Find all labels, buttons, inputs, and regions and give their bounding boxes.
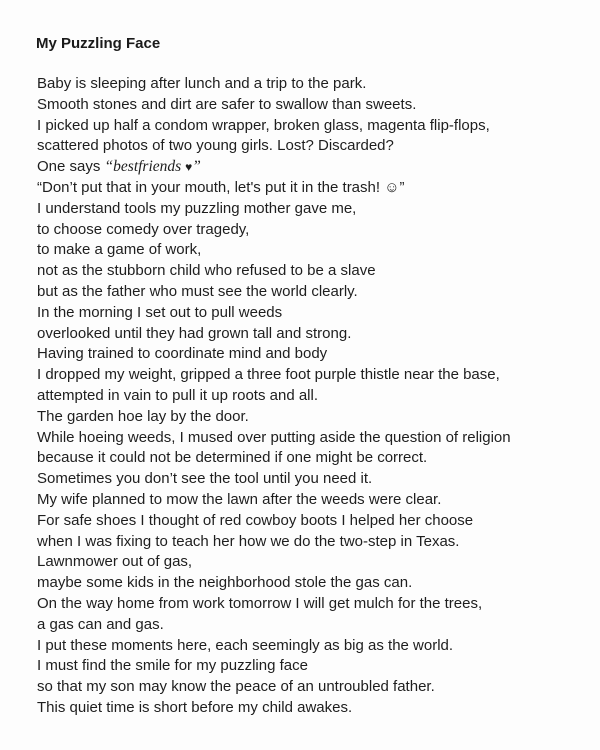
poem-line: scattered photos of two young girls. Lost? Discarded? xyxy=(37,137,394,155)
poem-line: to make a game of work, xyxy=(37,241,202,259)
poem-line: The garden hoe lay by the door. xyxy=(37,407,249,425)
heart-icon: ♥ xyxy=(185,160,193,175)
bestfriends-text: “bestfriends xyxy=(104,158,186,176)
poem-line: My wife planned to mow the lawn after the weeds were clear. xyxy=(37,490,442,508)
poem-line: but as the father who must see the world clearly. xyxy=(37,282,358,300)
bestfriends-quote xyxy=(105,158,201,175)
poem-title: My Puzzling Face xyxy=(36,35,161,52)
poem-line: a gas can and gas. xyxy=(37,615,164,633)
poem-line: attempted in vain to pull it up roots and all. xyxy=(37,386,319,404)
poem-line: Having trained to coordinate mind and body xyxy=(37,345,328,363)
poem-line: Sometimes you don’t see the tool until you need it. xyxy=(37,470,373,488)
poem-line: I dropped my weight, gripped a three foot purple thistle near the base, xyxy=(37,366,500,384)
poem-line: to choose comedy over tragedy, xyxy=(37,220,250,238)
poem-line: because it could not be determined if one might be correct. xyxy=(37,449,428,467)
line-prefix: One says xyxy=(37,158,105,176)
poem-line: On the way home from work tomorrow I will get mulch for the trees, xyxy=(37,594,483,612)
poem-line: so that my son may know the peace of an untroubled father. xyxy=(37,678,435,696)
poem-line: Smooth stones and dirt are safer to swallow than sweets. xyxy=(37,95,417,113)
poem-line: While hoeing weeds, I mused over putting aside the question of religion xyxy=(37,428,511,446)
poem-line: I picked up half a condom wrapper, broken glass, magenta flip-flops, xyxy=(37,116,490,134)
poem-body xyxy=(37,74,597,719)
poem-line: I put these moments here, each seemingly as big as the world. xyxy=(37,636,454,654)
poem-line: “Don’t put that in your mouth, let's put it in the trash! ☺” xyxy=(37,178,405,196)
poem-line: Lawnmower out of gas, xyxy=(37,553,193,571)
poem-line: This quiet time is short before my child awakes. xyxy=(37,698,353,716)
poem-line: For safe shoes I thought of red cowboy boots I helped her choose xyxy=(37,511,474,529)
poem-line: Baby is sleeping after lunch and a trip to the park. xyxy=(37,75,367,92)
poem-line: not as the stubborn child who refused to be a slave xyxy=(37,262,376,280)
poem-line: I must find the smile for my puzzling face xyxy=(37,657,308,675)
poem-line: overlooked until they had grown tall and strong. xyxy=(37,324,352,342)
poem-line: In the morning I set out to pull weeds xyxy=(37,303,283,321)
poem-line: when I was fixing to teach her how we do the two-step in Texas. xyxy=(37,532,460,550)
closing-quote: ” xyxy=(192,158,201,176)
poem-line: maybe some kids in the neighborhood stole the gas can. xyxy=(37,574,413,592)
poem-line: I understand tools my puzzling mother gave me, xyxy=(37,199,357,217)
poem-line-bestfriends xyxy=(37,157,597,178)
